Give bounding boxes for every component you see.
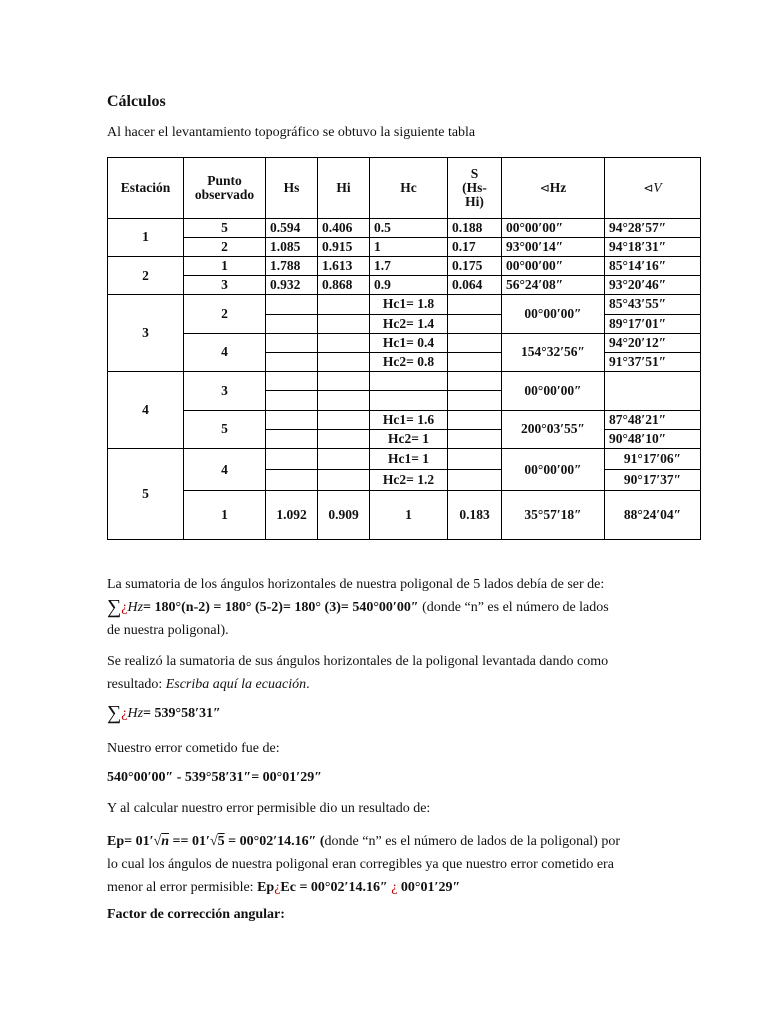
placeholder-glyph: ¿ xyxy=(121,600,128,615)
cell-v: 89°17′01″ xyxy=(605,314,701,333)
cell-hs xyxy=(266,314,318,333)
paragraph-sum-result xyxy=(107,650,667,696)
intro-text: Al hacer el levantamiento topográfico se obtuvo la siguiente tabla xyxy=(107,125,476,140)
ep-prefix: Ep= 01′ xyxy=(107,834,154,849)
cell-hi xyxy=(318,333,370,352)
angle-icon: ⊲ xyxy=(539,180,550,195)
cell-hc xyxy=(370,372,448,391)
cell-hi xyxy=(318,470,370,491)
expected-formula: = 180°(n-2) = 180° (5-2)= 180° (3)= 540°00′00″ xyxy=(143,600,419,615)
table-row xyxy=(108,333,701,352)
header-punto xyxy=(184,158,266,219)
cell-s xyxy=(448,314,502,333)
cell-punto: 4 xyxy=(184,333,266,371)
cell-v: 91°17′06″ xyxy=(605,448,701,469)
cell-s xyxy=(448,410,502,429)
ep-line3-prefix: menor al error permisible: xyxy=(107,880,258,895)
placeholder-glyph: ¿ xyxy=(274,880,281,895)
cell-hs xyxy=(266,295,318,314)
table-row xyxy=(108,448,701,469)
cell-hi xyxy=(318,352,370,371)
header-hz xyxy=(502,158,605,219)
cell-estacion: 2 xyxy=(108,257,184,295)
ep-mid: == 01′ xyxy=(169,834,210,849)
cell-hz: 00°00′00″ xyxy=(502,372,605,410)
cell-hi: 0.909 xyxy=(318,491,370,540)
cell-punto: 5 xyxy=(184,218,266,237)
error-intro: Nuestro error cometido fue de: xyxy=(107,741,280,756)
cell-v: 88°24′04″ xyxy=(605,491,701,540)
cell-s xyxy=(448,352,502,371)
header-punto-line2: observado xyxy=(194,186,255,202)
cell-estacion: 1 xyxy=(108,218,184,256)
cell-hc xyxy=(370,391,448,410)
table-row xyxy=(108,410,701,429)
table-row xyxy=(108,237,701,256)
cell-punto: 5 xyxy=(184,410,266,448)
para2-suffix: . xyxy=(306,677,310,692)
cell-hi: 0.868 xyxy=(318,276,370,295)
header-hc: Hc xyxy=(370,158,448,219)
sum-variable: Hz xyxy=(127,600,144,615)
cell-s xyxy=(448,470,502,491)
para2-line2 xyxy=(107,673,667,696)
cell-estacion: 5 xyxy=(108,448,184,539)
table-row xyxy=(108,276,701,295)
cell-hs: 1.085 xyxy=(266,237,318,256)
cell-hz: 00°00′00″ xyxy=(502,448,605,490)
table-row xyxy=(108,295,701,314)
placeholder-glyph: ¿ xyxy=(121,706,128,721)
cell-s: 0.175 xyxy=(448,257,502,276)
placeholder-glyph: ¿ xyxy=(391,880,398,895)
cell-hs xyxy=(266,333,318,352)
cell-hs: 0.594 xyxy=(266,218,318,237)
cell-v: 94°28′57″ xyxy=(605,218,701,237)
cell-s xyxy=(448,391,502,410)
cell-punto: 4 xyxy=(184,448,266,490)
cell-v: 94°18′31″ xyxy=(605,237,701,256)
error-calculation: 540°00′00″ - 539°58′31″= 00°01′29″ xyxy=(107,770,322,785)
cell-punto: 1 xyxy=(184,257,266,276)
cell-v: 90°48′10″ xyxy=(605,429,701,448)
cell-hi: 0.406 xyxy=(318,218,370,237)
header-s-line1: S xyxy=(470,165,479,181)
permissible-error-paragraph xyxy=(107,830,677,899)
cell-hs xyxy=(266,429,318,448)
header-s-line2: (Hs- xyxy=(462,179,487,195)
cell-hs: 1.788 xyxy=(266,257,318,276)
cell-hc: Hc1= 1.6 xyxy=(370,410,448,429)
header-hi: Hi xyxy=(318,158,370,219)
cell-hi: 0.915 xyxy=(318,237,370,256)
cell-v: 90°17′37″ xyxy=(605,470,701,491)
cell-v: 94°20′12″ xyxy=(605,333,701,352)
cell-hs xyxy=(266,448,318,469)
cell-hi xyxy=(318,295,370,314)
cell-hz: 00°00′00″ xyxy=(502,257,605,276)
cell-v: 91°37′51″ xyxy=(605,352,701,371)
permissible-intro: Y al calcular nuestro error permisible dio un resultado de: xyxy=(107,801,431,816)
cell-hz: 200°03′55″ xyxy=(502,410,605,448)
para2-line1: Se realizó la sumatoria de sus ángulos horizontales de la poligonal levantada dando como xyxy=(107,654,609,669)
para1-formula-line xyxy=(107,596,667,619)
cell-hc: Hc1= 1 xyxy=(370,448,448,469)
table-row xyxy=(108,372,701,391)
cell-hc: 1 xyxy=(370,237,448,256)
cell-hc: 1 xyxy=(370,491,448,540)
cell-s: 0.17 xyxy=(448,237,502,256)
cell-hs xyxy=(266,372,318,391)
sum-variable: Hz xyxy=(127,706,144,721)
cell-punto: 2 xyxy=(184,237,266,256)
cell-s xyxy=(448,333,502,352)
cell-hc: 0.5 xyxy=(370,218,448,237)
header-v xyxy=(605,158,701,219)
cell-hi xyxy=(318,314,370,333)
cell-hz: 56°24′08″ xyxy=(502,276,605,295)
header-hs: Hs xyxy=(266,158,318,219)
cell-hc: 1.7 xyxy=(370,257,448,276)
cell-hi xyxy=(318,372,370,391)
cell-punto: 3 xyxy=(184,372,266,410)
cell-punto: 1 xyxy=(184,491,266,540)
cell-hi xyxy=(318,391,370,410)
cell-hz: 154°32′56″ xyxy=(502,333,605,371)
equation-placeholder[interactable]: Escriba aquí la ecuación xyxy=(165,677,307,692)
cell-hs xyxy=(266,410,318,429)
table-row xyxy=(108,491,701,540)
sqrt-5-value: 5 xyxy=(217,834,225,849)
ep-result: = 00°02′14.16″ ( xyxy=(224,834,325,849)
para1-line3: de nuestra poligonal). xyxy=(107,623,229,638)
cell-hs xyxy=(266,352,318,371)
header-punto-line1: Punto xyxy=(207,172,242,188)
cell-hs: 1.092 xyxy=(266,491,318,540)
table-header-row xyxy=(108,158,701,219)
cell-hc: Hc1= 1.8 xyxy=(370,295,448,314)
cmp-mid: Ec = 00°02′14.16″ xyxy=(280,880,392,895)
header-s-line3: Hi) xyxy=(465,193,484,209)
cell-hi xyxy=(318,429,370,448)
factor-correction-heading: Factor de corrección angular: xyxy=(107,907,285,922)
para1-line1: La sumatoria de los ángulos horizontales de nuestra poligonal de 5 lados debía de ser de: xyxy=(107,577,605,592)
summation-icon: ∑ xyxy=(107,702,122,724)
cmp-right: 00°01′29″ xyxy=(397,880,461,895)
cmp-left: Ep xyxy=(257,880,275,895)
cell-punto: 3 xyxy=(184,276,266,295)
cell-hs xyxy=(266,391,318,410)
cell-hc: Hc2= 1 xyxy=(370,429,448,448)
sqrt-n: √n xyxy=(153,834,170,849)
cell-s: 0.064 xyxy=(448,276,502,295)
cell-s xyxy=(448,429,502,448)
header-v-label: V xyxy=(653,179,662,195)
cell-v: 85°14′16″ xyxy=(605,257,701,276)
cell-s: 0.183 xyxy=(448,491,502,540)
ep-line2: lo cual los ángulos de nuestra poligonal eran corregibles ya que nuestro error cometido era xyxy=(107,857,614,872)
cell-estacion: 4 xyxy=(108,372,184,449)
survey-table xyxy=(107,157,701,540)
cell-hi: 1.613 xyxy=(318,257,370,276)
cell-estacion: 3 xyxy=(108,295,184,372)
sqrt-n-value: n xyxy=(161,834,170,849)
table-row xyxy=(108,257,701,276)
header-s xyxy=(448,158,502,219)
cell-hc: Hc2= 0.8 xyxy=(370,352,448,371)
summation-icon: ∑ xyxy=(107,596,122,618)
cell-hz: 00°00′00″ xyxy=(502,218,605,237)
cell-hc: Hc2= 1.4 xyxy=(370,314,448,333)
cell-hc: 0.9 xyxy=(370,276,448,295)
cell-hz: 00°00′00″ xyxy=(502,295,605,333)
cell-hs xyxy=(266,470,318,491)
ep-note: donde “n” es el número de lados de la poligonal) por xyxy=(324,834,621,849)
table-row xyxy=(108,218,701,237)
cell-s: 0.188 xyxy=(448,218,502,237)
cell-hi xyxy=(318,410,370,429)
angle-icon: ⊲ xyxy=(643,180,654,195)
cell-s xyxy=(448,372,502,391)
cell-hc: Hc2= 1.2 xyxy=(370,470,448,491)
cell-hs: 0.932 xyxy=(266,276,318,295)
sum-value: = 539°58′31″ xyxy=(143,706,221,721)
cell-v: 85°43′55″ xyxy=(605,295,701,314)
para2-prefix: resultado: xyxy=(107,677,166,692)
header-hz-label: Hz xyxy=(549,179,567,195)
cell-v: 93°20′46″ xyxy=(605,276,701,295)
cell-hz: 93°00′14″ xyxy=(502,237,605,256)
header-estacion: Estación xyxy=(108,158,184,219)
formula-note: (donde “n” es el número de lados xyxy=(418,600,609,615)
cell-s xyxy=(448,295,502,314)
cell-hz: 35°57′18″ xyxy=(502,491,605,540)
sqrt-5: √5 xyxy=(209,834,225,849)
page-title: Cálculos xyxy=(107,93,166,110)
cell-hi xyxy=(318,448,370,469)
sum-result-line xyxy=(107,702,667,725)
cell-v: 87°48′21″ xyxy=(605,410,701,429)
paragraph-sum-expected xyxy=(107,573,667,642)
cell-hc: Hc1= 0.4 xyxy=(370,333,448,352)
cell-s xyxy=(448,448,502,469)
cell-v xyxy=(605,372,701,410)
cell-punto: 2 xyxy=(184,295,266,333)
